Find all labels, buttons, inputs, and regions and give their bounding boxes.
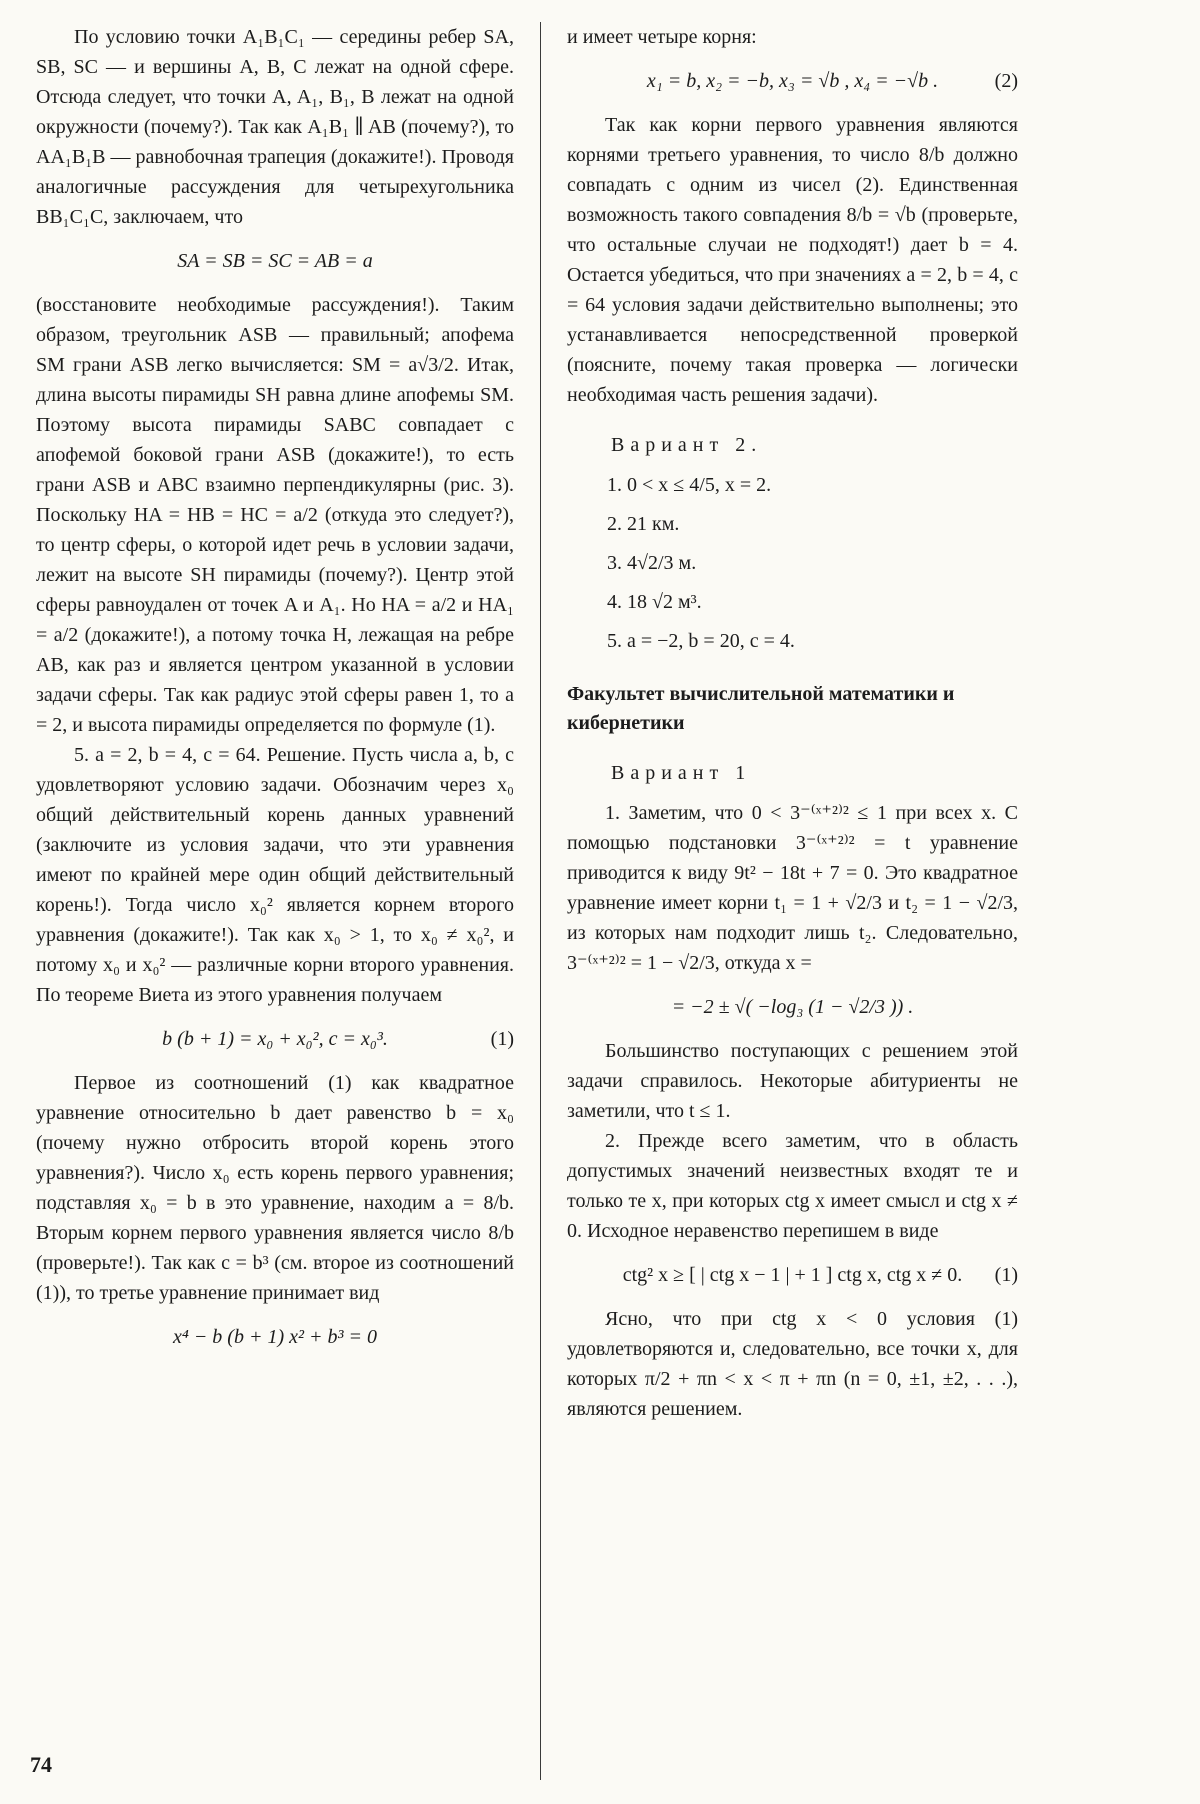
answers-list [607,470,1018,656]
formula-number: (1) [994,1264,1018,1286]
answer-item: 2. 21 км. [607,513,680,535]
right-column [567,22,1018,1780]
page-number: 74 [30,1752,52,1777]
left-column [36,22,514,1780]
answer-item: 5. a = −2, b = 20, c = 4. [607,630,795,652]
formula-number: (2) [994,70,1018,92]
display-formula: x⁴ − b (b + 1) x² + b³ = 0 [172,1326,377,1348]
paragraph: Большинство поступающих с решением этой задачи справилось. Некоторые абитуриенты не заметили, что t ≤ 1. [567,1040,1018,1122]
answer-item: 4. 18 √2 м³. [607,591,702,613]
faculty-heading: Факультет вычислительной математики и кибернетики [567,683,955,734]
section-heading-variant-2: Вариант 2. [611,434,763,456]
paragraph: По условию точки A₁B₁C₁ — середины ребер SA, SB, SC — и вершины A, B, C лежат на одной сфере. Отсюда следует, что точки A, A₁, B₁, B лежат на одной окружности (почему?). Так как A₁B₁ ∥ AB (почему?), то AA₁B₁B — равнобочная трапеция (докажите!). Проводя аналогичные рассуждения для четырехугольника BB₁C₁C, заключаем, что [36,26,514,228]
answer-item: 1. 0 < x ≤ 4/5, x = 2. [607,474,772,496]
display-formula [567,66,1018,96]
paragraph: 5. a = 2, b = 4, c = 64. Решение. Пусть числа a, b, c удовлетворяют условию задачи. Обозначим через x₀ общий действительный корень данных уравнений (заключите из условия задачи, что эти уравнения имеют по крайней мере один общий действительный корень!). Тогда число x₀² является корнем второго уравнения (докажите!). Так как x₀ > 1, то x₀ ≠ x₀², и потому x₀ и x₀² — различные корни второго уравнения. По теореме Виета из этого уравнения получаем [36,744,514,1006]
paragraph: Ясно, что при ctg x < 0 условия (1) удовлетворяются и, следовательно, все точки x, для которых π/2 + πn < x < π + πn (n = 0, ±1, ±2, . . .), являются решением. [567,1308,1018,1420]
paragraph: Так как корни первого уравнения являются корнями третьего уравнения, то число 8/b должно совпадать с одним из чисел (2). Единственная возможность такого совпадения 8/b = √b (проверьте, что остальные случаи не подходят!) дает b = 4. Остается убедиться, что при значениях a = 2, b = 4, c = 64 условия задачи действительно выполнены; это устанавливается непосредственной проверкой (поясните, почему такая проверка — логически необходимая часть решения задачи). [567,114,1018,406]
formula-text: b (b + 1) = x₀ + x₀², c = x₀³. [162,1028,388,1050]
answer-item: 3. 4√2/3 м. [607,552,697,574]
paragraph: (восстановите необходимые рассуждения!). Таким образом, треугольник ASB — правильный; апофема SM грани ASB легко вычисляется: SM = a√3/2. Итак, длина высоты пирамиды SH равна длине апофемы SM. Поэтому высота пирамиды SABC совпадает с апофемой боковой грани ASB (докажите!), то есть грани ASB и ABC взаимно перпендикулярны (рис. 3). Поскольку HA = HB = HC = a/2 (откуда это следует?), то центр сферы, о которой идет речь в условии задачи, лежит на высоте SH пирамиды (почему?). Центр этой сферы равноудален от точек A и A₁. Но HA = a/2 и HA₁ = a/2 (докажите!), а потому точка H, лежащая на ребре AB, как раз и является центром указанной в условии задачи сферы. Так как радиус этой сферы равен 1, то a = 2, и высота пирамиды определяется по формуле (1). [36,294,514,736]
formula-text: ctg² x ≥ [ | ctg x − 1 | + 1 ] ctg x, ctg x ≠ 0. [622,1264,963,1286]
paragraph: 2. Прежде всего заметим, что в область допустимых значений неизвестных входят те и только те x, при которых ctg x имеет смысл и ctg x ≠ 0. Исходное неравенство перепишем в виде [567,1130,1018,1242]
display-formula [36,1024,514,1054]
paragraph: Первое из соотношений (1) как квадратное уравнение относительно b дает равенство b = x₀ (почему нужно отбросить второй корень этого уравнения?). Число x₀ есть корень первого уравнения; подставляя x₀ = b в это уравнение, находим a = 8/b. Вторым корнем первого уравнения является число 8/b (проверьте!). Так как c = b³ (см. второе из соотношений (1)), то третье уравнение принимает вид [36,1072,514,1304]
paragraph: и имеет четыре корня: [567,26,757,48]
section-heading-variant-1: Вариант 1 [611,762,752,784]
formula-text: x₁ = b, x₂ = −b, x₃ = √b , x₄ = −√b . [646,70,939,92]
column-divider [540,22,541,1780]
formula-number: (1) [490,1028,514,1050]
display-formula [567,1260,1018,1290]
display-formula: = −2 ± √( −log₃ (1 − √2/3 )) . [671,996,914,1018]
paragraph: 1. Заметим, что 0 < 3⁻⁽ˣ⁺²⁾² ≤ 1 при всех x. С помощью подстановки 3⁻⁽ˣ⁺²⁾² = t уравнение приводится к виду 9t² − 18t + 7 = 0. Это квадратное уравнение имеет корни t₁ = 1 + √2/3 и t₂ = 1 − √2/3, из которых нам подходит лишь t₂. Следовательно, 3⁻⁽ˣ⁺²⁾² = 1 − √2/3, откуда x = [567,802,1018,974]
display-formula: SA = SB = SC = AB = a [177,250,373,272]
